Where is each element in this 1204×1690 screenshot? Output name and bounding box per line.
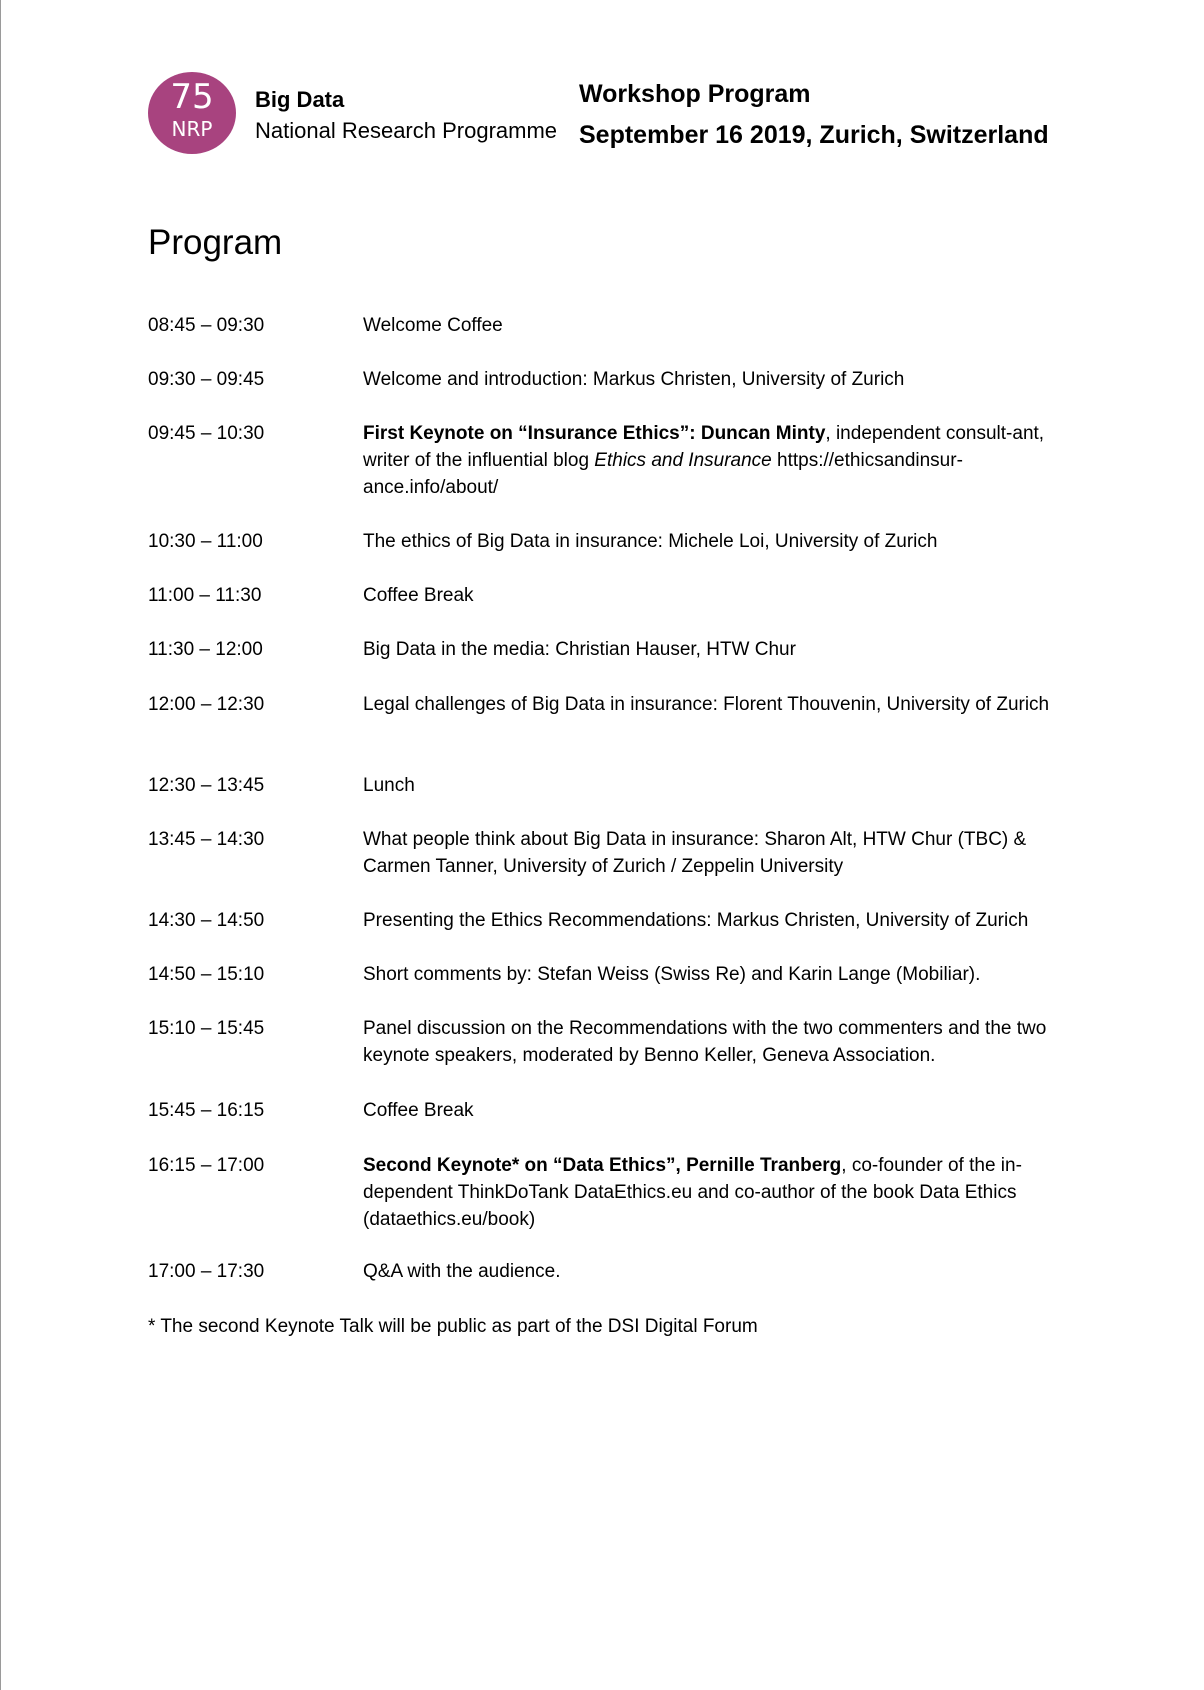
keynote-details: , independent consult-ant, writer of the influential blog <box>363 423 1045 471</box>
program-description: The ethics of Big Data in insurance: Michele Loi, University of Zurich <box>363 531 938 552</box>
program-description <box>363 420 1083 501</box>
program-time: 09:45 – 10:30 <box>148 423 265 444</box>
footnote: * The second Keynote Talk will be public as part of the DSI Digital Forum <box>148 1316 758 1337</box>
program-description: Legal challenges of Big Data in insurance: Florent Thouvenin, University of Zurich <box>363 694 1050 715</box>
program-description: Coffee Break <box>363 585 474 606</box>
program-description: Short comments by: Stefan Weiss (Swiss Re) and Karin Lange (Mobiliar). <box>363 964 981 985</box>
blog-url: https://ethicsandinsur-ance.info/about/ <box>363 450 963 498</box>
workshop-date-location: September 16 2019, Zurich, Switzerland <box>579 121 1049 149</box>
program-time: 11:00 – 11:30 <box>148 585 262 606</box>
brand-title: Big Data <box>255 87 345 112</box>
nrp-logo <box>148 72 236 154</box>
logo-abbreviation: NRP <box>171 117 213 141</box>
logo-number: 75 <box>170 77 214 117</box>
program-description: Big Data in the media: Christian Hauser, HTW Chur <box>363 639 796 660</box>
program-description: What people think about Big Data in insurance: Sharon Alt, HTW Chur (TBC) & Carmen Tanner, University of Zurich / Zeppelin University <box>363 829 1027 877</box>
program-time: 17:00 – 17:30 <box>148 1261 265 1282</box>
program-time: 14:50 – 15:10 <box>148 964 265 985</box>
program-description: Coffee Break <box>363 1100 474 1121</box>
program-description: Welcome and introduction: Markus Christen, University of Zurich <box>363 369 905 390</box>
page-title: Program <box>148 223 283 262</box>
program-time: 10:30 – 11:00 <box>148 531 263 552</box>
keynote-title: First Keynote on “Insurance Ethics”: Duncan Minty <box>363 423 826 444</box>
program-time: 15:45 – 16:15 <box>148 1100 265 1121</box>
brand-subtitle: National Research Programme <box>255 118 558 143</box>
program-time: 16:15 – 17:00 <box>148 1155 265 1176</box>
program-description <box>363 1152 1083 1233</box>
program-time: 12:30 – 13:45 <box>148 775 265 796</box>
program-time: 11:30 – 12:00 <box>148 639 263 660</box>
keynote-details: , co-founder of the in-dependent ThinkDoTank DataEthics.eu and co-author of the book Data Ethics (dataethics.eu/book) <box>363 1155 1022 1230</box>
program-time: 09:30 – 09:45 <box>148 369 265 390</box>
program-time: 12:00 – 12:30 <box>148 694 265 715</box>
program-time: 08:45 – 09:30 <box>148 315 265 336</box>
workshop-title: Workshop Program <box>579 80 811 108</box>
program-description: Q&A with the audience. <box>363 1261 561 1282</box>
program-time: 15:10 – 15:45 <box>148 1018 265 1039</box>
program-description: Lunch <box>363 775 415 796</box>
page-edge <box>0 0 1 1690</box>
blog-title: Ethics and Insurance <box>594 450 772 471</box>
keynote-title: Second Keynote* on “Data Ethics”, Pernille Tranberg <box>363 1155 842 1176</box>
program-time: 14:30 – 14:50 <box>148 910 265 931</box>
program-description: Welcome Coffee <box>363 315 503 336</box>
program-description: Presenting the Ethics Recommendations: Markus Christen, University of Zurich <box>363 910 1029 931</box>
program-time: 13:45 – 14:30 <box>148 829 265 850</box>
program-description: Panel discussion on the Recommendations with the two commenters and the two keynote speakers, moderated by Benno Keller, Geneva Association. <box>363 1018 1047 1066</box>
